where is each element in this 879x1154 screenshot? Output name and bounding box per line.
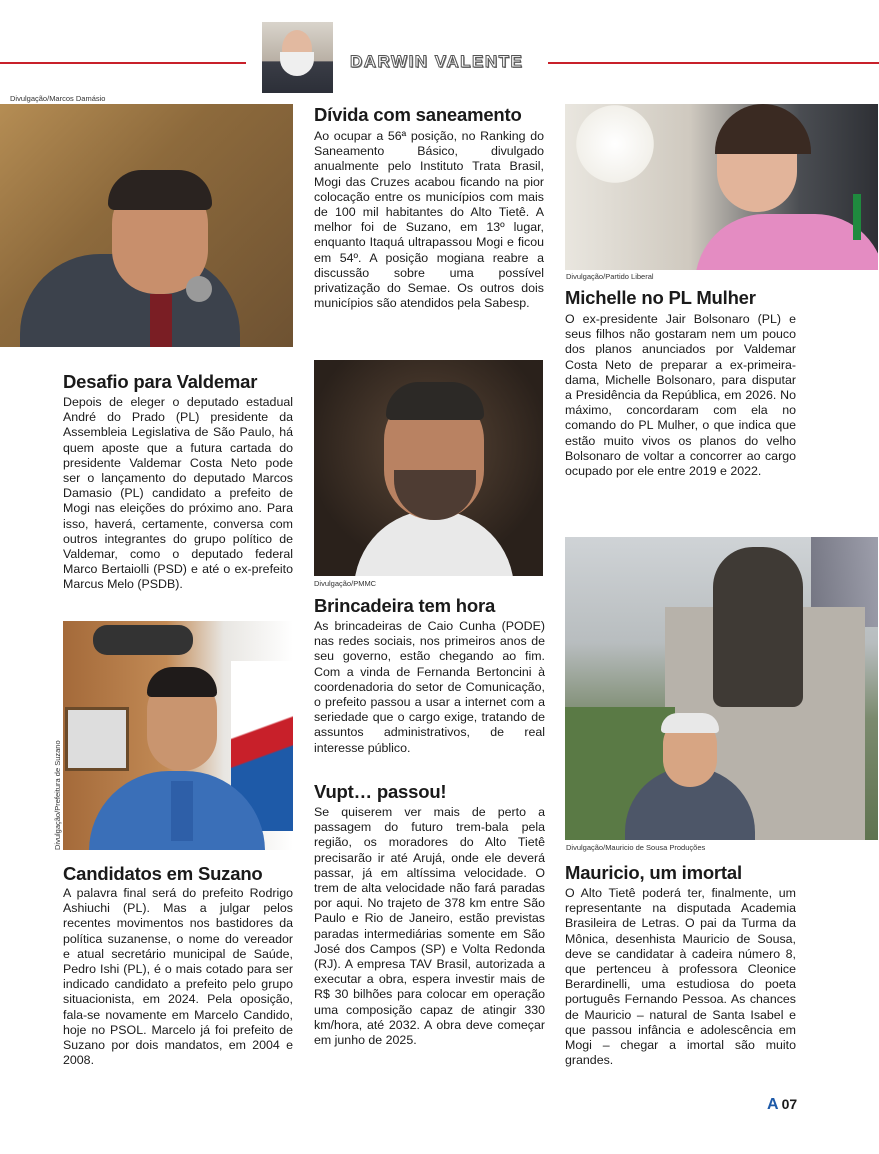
headline-saneamento: Dívida com saneamento bbox=[314, 104, 522, 125]
text-vupt bbox=[314, 805, 545, 1048]
headline-michelle: Michelle no PL Mulher bbox=[565, 287, 756, 308]
text-mauricio bbox=[565, 886, 796, 1068]
headline-valdemar: Desafio para Valdemar bbox=[63, 371, 258, 392]
text-brincadeira bbox=[314, 619, 545, 756]
headline-brincadeira: Brincadeira tem hora bbox=[314, 595, 496, 616]
photo-credit-msp: Divulgação/Mauricio de Sousa Produções bbox=[566, 843, 706, 852]
photo-pedro-ishi bbox=[63, 621, 293, 850]
headline-vupt: Vupt… passou! bbox=[314, 781, 447, 802]
page-number bbox=[767, 1096, 797, 1114]
photo-marcos-damasio bbox=[0, 104, 293, 347]
author-photo bbox=[262, 22, 333, 93]
text-saneamento bbox=[314, 129, 544, 311]
text-suzano bbox=[63, 886, 293, 1068]
photo-credit-pmmc: Divulgação/PMMC bbox=[314, 579, 377, 588]
text-vupt-body: Se quiserem ver mais de perto a passagem do futuro trem-bala pela região, os moradores do Alto Tietê precisarão ir até Arujá, onde ele deverá passar, já em altíssima velocidade. O trem de alta velocidade não fará paradas por aqui. No trajeto de 378 km entre São Paulo e Rio de Janeiro, estão previstas paradas intermediárias somente em São José dos Campos (SP) e Volta Redonda (RJ). A empresa TAV Brasil, autorizada a executar a obra, espera investir mais de R$ 30 bilhões para colocar em operação uma composição capaz de atingir 330 km/hora, até 2032. A obra deve começar em junho de 2025. bbox=[314, 805, 545, 1048]
headline-mauricio: Mauricio, um imortal bbox=[565, 862, 742, 883]
page-number-value: 07 bbox=[781, 1096, 798, 1112]
text-brincadeira-body: As brincadeiras de Caio Cunha (PODE) nas redes sociais, nos primeiros anos de seu governo, estão chegando ao fim. Com a vinda de Fernanda Bertoncini à coordenadoria do setor de Comunicação, o prefeito passou a usar a internet com a seriedade que o cargo exige, tratando de assuntos administrativos, de real interesse público. bbox=[314, 619, 545, 755]
text-valdemar bbox=[63, 395, 293, 593]
text-valdemar-body: Depois de eleger o deputado estadual André do Prado (PL) presidente da Assembleia Legislativa de São Paulo, há quem aposte que a futura cartada do presidente Valdemar Costa Neto pode ser o lançamento do deputado Marcos Damasio (PL) candidato a prefeito de Mogi nas eleições do próximo ano. Para isso, haverá, certamente, conversa com outros integrantes do grupo político de Valdemar, como o deputado federal Marco Bertaiolli (PSD) e até o ex-prefeito Marcus Melo (PSDB). bbox=[63, 395, 293, 592]
photo-mauricio-de-sousa bbox=[565, 537, 878, 840]
magazine-mark: A bbox=[767, 1096, 779, 1113]
text-mauricio-body: O Alto Tietê poderá ter, finalmente, um representante na disputada Academia Brasileira de Letras. O pai da Turma da Mônica, desenhista Mauricio de Sousa, deve se candidatar à cadeira número 8, que pertenceu à professora Cleonice Berardinelli, uma estudiosa do poeta português Fernando Pessoa. As chances de Mauricio – natural de Santa Isabel e que passou infância e adolescência em Mogi – chegar a imortal são muito grandes. bbox=[565, 886, 796, 1068]
headline-suzano: Candidatos em Suzano bbox=[63, 863, 263, 884]
text-michelle bbox=[565, 312, 796, 479]
text-michelle-body: O ex-presidente Jair Bolsonaro (PL) e seus filhos não gostaram nem um pouco dos planos anunciados por Valdemar Costa Neto de preparar a ex-primeira-dama, Michelle Bolsonaro, para disputar a Presidência da República, em 2026. No máximo, concordaram com ela no comando do PL Mulher, o que indica que estão muito vivos os planos do velho Bolsonaro de voltar a concorrer ao cargo ocupado por ele entre 2019 e 2022. bbox=[565, 312, 796, 479]
header-rule-left bbox=[0, 62, 246, 64]
header-rule-right bbox=[548, 62, 879, 64]
photo-credit-suzano: Divulgação/Prefeitura de Suzano bbox=[53, 740, 62, 850]
photo-credit-damasio: Divulgação/Marcos Damásio bbox=[10, 94, 106, 103]
photo-michelle-bolsonaro bbox=[565, 104, 878, 270]
author-name: DARWIN VALENTE bbox=[350, 52, 524, 71]
text-saneamento-body: Ao ocupar a 56ª posição, no Ranking do Saneamento Básico, divulgado anualmente pelo Instituto Trata Brasil, Mogi das Cruzes acabou ficando na pior colocação entre os municípios com mais de 100 mil habitantes do Alto Tietê. A melhor foi de Suzano, em 13º lugar, enquanto Itaquá ultrapassou Mogi e ficou em 54º. A posição mogiana reabre a discussão sobre uma possível privatização do Semae. Os outros dois municípios são atendidos pela Sabesp. bbox=[314, 129, 544, 311]
photo-credit-pl: Divulgação/Partido Liberal bbox=[566, 272, 654, 281]
photo-caio-cunha bbox=[314, 360, 543, 576]
text-suzano-body: A palavra final será do prefeito Rodrigo Ashiuchi (PL). Mas a julgar pelos recentes movimentos nos bastidores da política suzanense, o nome do vereador e atual secretário municipal de Saúde, Pedro Ishi (PL), é o mais cotado para ser indicado candidato a prefeito pelo grupo situacionista, em 2024. Pela oposição, fala-se novamente em Marcelo Candido, hoje no PSOL. Marcelo já foi prefeito de Suzano por dois mandatos, em 2004 e 2008. bbox=[63, 886, 293, 1068]
